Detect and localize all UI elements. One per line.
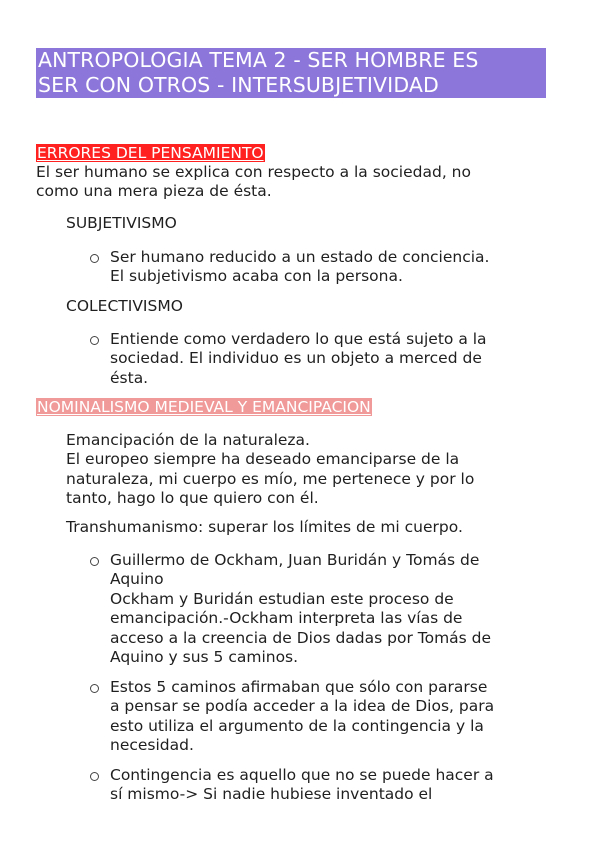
title-line-2: SER CON OTROS - INTERSUBJETIVIDAD	[38, 73, 439, 97]
text-line: acceso a la creencia de Dios dadas por Tomás de	[110, 628, 492, 647]
bullet-circle-icon	[90, 772, 99, 781]
section2-paragraph-2: Transhumanismo: superar los límites de mi cuerpo.	[66, 518, 463, 536]
text-line: necesidad.	[110, 736, 194, 755]
text-line: El ser humano se explica con respecto a la sociedad, no	[36, 163, 471, 181]
text-line: El subjetivismo acaba con la persona.	[110, 267, 403, 286]
title-line-1: ANTROPOLOGIA TEMA 2 - SER HOMBRE ES	[38, 48, 479, 72]
text-line: Estos 5 caminos afirmaban que sólo con pararse	[110, 678, 488, 696]
text-line: Aquino	[110, 570, 164, 589]
text-line: Aquino y sus 5 caminos.	[110, 648, 299, 667]
text-line: Guillermo de Ockham, Juan Buridán y Tomás de	[110, 551, 480, 569]
section1-intro	[36, 163, 471, 202]
text-line: naturaleza, mi cuerpo es mío, me pertenece y por lo	[66, 469, 475, 488]
section2-paragraph-1	[66, 431, 474, 509]
bullet-circle-icon	[90, 254, 99, 263]
text-line: emancipación.-Ockham interpreta las vías de	[110, 609, 463, 628]
text-line: tanto, hago lo que quiero con él.	[66, 489, 319, 508]
text-line: Contingencia es aquello que no se puede hacer a	[110, 766, 494, 784]
text-line: esto utiliza el argumento de la contingencia y la	[110, 716, 484, 735]
bullet-circle-icon	[90, 557, 99, 566]
text-line: El europeo siempre ha deseado emanciparse de la	[66, 450, 460, 469]
subheading-colectivismo: COLECTIVISMO	[66, 297, 183, 315]
page-title	[36, 48, 546, 98]
text-line: Emancipación de la naturaleza.	[66, 431, 310, 449]
text-line: Ser humano reducido a un estado de conciencia.	[110, 248, 490, 266]
text-line: sociedad. El individuo es un objeto a merced de	[110, 349, 482, 368]
section-heading-nominalismo: NOMINALISMO MEDIEVAL Y EMANCIPACION	[37, 398, 371, 416]
text-line: Ockham y Buridán estudian este proceso de	[110, 589, 454, 608]
section-heading-errores: ERRORES DEL PENSAMIENTO	[37, 144, 264, 162]
text-line: como una mera pieza de ésta.	[36, 182, 272, 201]
subheading-subjetivismo: SUBJETIVISMO	[66, 214, 177, 232]
bullet-circle-icon	[90, 684, 99, 693]
text-line: a pensar se podía acceder a la idea de Dios, para	[110, 697, 495, 716]
text-line: Entiende como verdadero lo que está sujeto a la	[110, 330, 487, 348]
text-line: sí mismo-> Si nadie hubiese inventado el	[110, 785, 433, 804]
bullet-circle-icon	[90, 336, 99, 345]
text-line: ésta.	[110, 368, 149, 387]
